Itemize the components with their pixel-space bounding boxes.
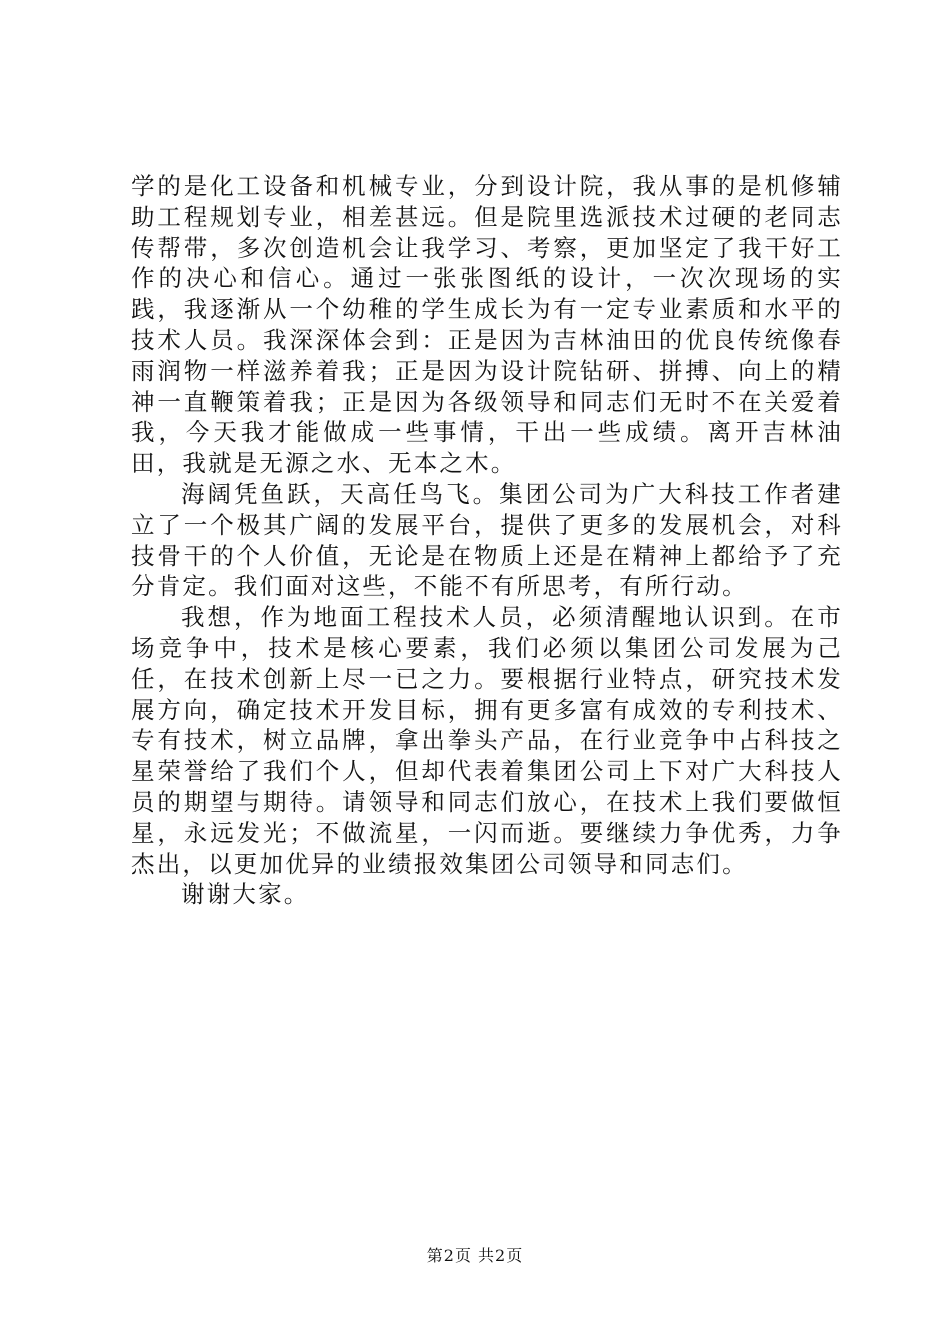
paragraph-continued: 学的是化工设备和机械专业，分到设计院，我从事的是机修辅助工程规划专业，相差甚远。但是院里选派技术过硬的老同志传帮带，多次创造机会让我学习、考察，更加坚定了我干好工作的决心和信心。通过一张张图纸的设计，一次次现场的实践，我逐渐从一个幼稚的学生成长为有一定专业素质和水平的技术人员。我深深体会到：正是因为吉林油田的优良传统像春雨润物一样滋养着我；正是因为设计院钻研、拼搏、向上的精神一直鞭策着我；正是因为各级领导和同志们无时不在关爱着我，今天我才能做成一些事情，干出一些成绩。离开吉林油田，我就是无源之水、无本之木。: [131, 172, 843, 478]
paragraph-platform: 海阔凭鱼跃，天高任鸟飞。集团公司为广大科技工作者建立了一个极其广阔的发展平台，提供了更多的发展机会，对科技骨干的个人价值，无论是在物质上还是在精神上都给予了充分肯定。我们面对这些，不能不有所思考，有所行动。: [131, 479, 843, 601]
page-number-footer: 第2页 共2页: [426, 1246, 524, 1265]
paragraph-commitment: 我想，作为地面工程技术人员，必须清醒地认识到。在市场竞争中，技术是核心要素，我们必须以集团公司发展为己任，在技术创新上尽一已之力。要根据行业特点，研究技术发展方向，确定技术开发目标，拥有更多富有成效的专利技术、专有技术，树立品牌，拿出拳头产品，在行业竞争中占科技之星荣誉给了我们个人，但却代表着集团公司上下对广大科技人员的期望与期待。请领导和同志们放心，在技术上我们要做恒星，永远发光；不做流星，一闪而逝。要继续力争优秀，力争杰出，以更加优异的业绩报效集团公司领导和同志们。: [131, 603, 843, 878]
body-text: [131, 171, 843, 910]
paragraph-thanks: 谢谢大家。: [181, 880, 310, 909]
